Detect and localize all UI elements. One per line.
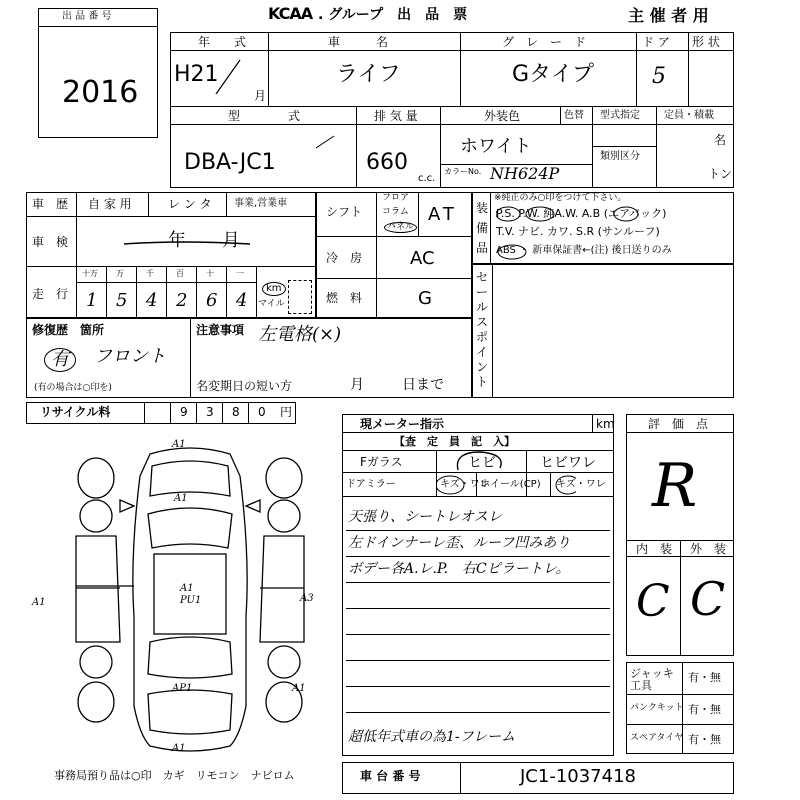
mileage-digit-2: 4 xyxy=(146,290,158,311)
classification-label: 類別区分 xyxy=(600,151,640,162)
sales-point-block xyxy=(472,264,734,398)
diagram-mark-bottom: A1 xyxy=(172,743,186,754)
interior-label: 内 装 xyxy=(636,542,673,556)
organizer-label: 主 催 者 用 xyxy=(628,6,709,25)
year-value: H21 xyxy=(174,62,219,87)
shape-label: 形 状 xyxy=(692,35,720,49)
evaluation-score: R xyxy=(652,451,698,521)
fuel-label: 燃 料 xyxy=(326,291,363,305)
color-value: ホワイト xyxy=(460,136,532,157)
exterior-grade: C xyxy=(690,572,726,626)
wheel-option: キズ・ワレ xyxy=(556,479,606,490)
year-slash xyxy=(210,58,250,98)
accessory-jack-label: ジャッキ工具 xyxy=(630,667,674,692)
repair-label: 修復歴 箇所 xyxy=(32,323,105,337)
diagram-mark-right-rear: A1 xyxy=(292,683,306,694)
mileage-digit-3: 2 xyxy=(176,290,188,311)
mileage-digit-4: 6 xyxy=(206,290,218,311)
mileage-unit-mile: マイル xyxy=(258,299,285,309)
name-label: 車 名 xyxy=(328,35,389,49)
exterior-label: 外 装 xyxy=(690,542,727,556)
diagram-mark-left: A1 xyxy=(32,597,46,608)
grade-label: グ レ ー ド xyxy=(502,35,587,49)
glass-label: Fガラス xyxy=(360,455,403,469)
shift-floor: フロア xyxy=(382,193,410,203)
glass-option-chip: ヒビ xyxy=(468,455,496,471)
cc-unit: c.c. xyxy=(418,173,436,184)
type-designation-label: 型式指定 xyxy=(600,110,640,121)
chassis-label: 車 台 番 号 xyxy=(360,769,421,783)
mileage-label: 走 行 xyxy=(32,287,69,301)
lot-number: 2016 xyxy=(62,75,139,110)
model-label: 型 式 xyxy=(228,109,301,123)
mileage-digit-label-100k: 十万 xyxy=(82,269,98,278)
lot-label: 出 品 番 号 xyxy=(62,11,112,22)
capacity-label: 定員・積載 xyxy=(664,110,714,121)
shift-panel: パネル xyxy=(384,222,417,233)
model-value: DBA-JC1 xyxy=(184,150,276,175)
inspection-note-2: ボデー各A.レ.P. 右Cピラートレ。 xyxy=(348,561,570,577)
office-note: 事務局預り品は○印 カギ リモコン ナビロム xyxy=(54,769,295,782)
doors-value: 5 xyxy=(652,64,666,89)
exterior-label: 外装色 xyxy=(484,109,521,123)
glass-circle xyxy=(450,448,510,476)
color-no-label: 色替 xyxy=(564,110,584,121)
mileage-digit-0: 1 xyxy=(86,290,98,311)
capacity-unit-ton: トン xyxy=(708,167,733,181)
logo: KCAA xyxy=(268,4,313,23)
inspection-value: 年 月 xyxy=(168,230,240,251)
interior-grade: C xyxy=(636,576,670,627)
recycle-label: リサイクル料 xyxy=(40,405,111,419)
meter-label: 現メーター指示 xyxy=(360,417,445,431)
month-unit: 月 xyxy=(254,89,267,103)
equipment-note: ※純正のみ○印をつけて下さい。 xyxy=(494,193,627,203)
diagram-mark-roof: PU1 xyxy=(180,595,202,606)
grade-value: Gタイプ xyxy=(512,62,594,87)
doors-label: ド ア xyxy=(642,35,670,49)
chassis-value: JC1-1037418 xyxy=(520,766,636,787)
year-label: 年 式 xyxy=(198,35,247,49)
inspection-label: 車 検 xyxy=(32,235,69,249)
repair-value-text: フロント xyxy=(94,346,166,367)
recycle-digit-3: 8 xyxy=(232,405,240,419)
notes-value: 左電格(×) xyxy=(258,324,342,345)
mileage-digit-label-1: 一 xyxy=(236,269,244,278)
color-code-label: カラーNo. xyxy=(444,167,482,176)
diagram-mark-rear: AP1 xyxy=(172,683,193,694)
displacement-value: 660 xyxy=(366,150,408,175)
accessory-puncture-label: パンクキット xyxy=(630,703,684,713)
group-title: . グループ 出 品 票 xyxy=(318,7,468,23)
displacement-label: 排 気 量 xyxy=(374,109,418,123)
recycle-unit: 円 xyxy=(280,405,293,419)
mirror-option: キズ・ワレ xyxy=(440,479,490,490)
accessory-puncture-value: 有・無 xyxy=(688,703,721,716)
mileage-digit-5: 4 xyxy=(236,290,248,311)
shift-column: コラム xyxy=(382,207,409,217)
inspection-strike xyxy=(120,236,260,252)
repair-value-circle: 有 xyxy=(44,348,76,372)
mileage-digit-label-10: 十 xyxy=(206,269,214,278)
mileage-digit-1: 5 xyxy=(116,290,128,311)
mileage-digit-label-100: 百 xyxy=(176,269,184,278)
aircon-label: 冷 房 xyxy=(326,251,363,265)
inspection-note-1: 左ドインナーレ歪、ルーフ凹みあり xyxy=(348,535,571,551)
mileage-digit-label-10k: 万 xyxy=(116,269,124,278)
lot-box xyxy=(38,8,158,138)
history-option-private: 自 家 用 xyxy=(88,197,132,211)
shift-value: AT xyxy=(428,204,458,225)
model-tick xyxy=(312,132,342,152)
recycle-digit-1: 9 xyxy=(180,405,188,419)
color-code-value: NH624P xyxy=(490,164,560,183)
diagram-mark-top: A1 xyxy=(172,439,186,450)
equipment-line1: P.S. P.W. 純A.W. A.B (エアバック) xyxy=(496,207,667,220)
accessory-spare-value: 有・無 xyxy=(688,733,721,746)
name-value: ライフ xyxy=(336,62,401,87)
inspector-header: 【査 定 員 記 入】 xyxy=(394,435,515,448)
mileage-unit-km: km xyxy=(262,282,286,296)
evaluation-label: 評 価 点 xyxy=(648,417,709,431)
meter-unit: km xyxy=(596,417,615,431)
history-option-business: 事業,営業車 xyxy=(234,198,288,209)
diagram-mark-roof2: A1 xyxy=(180,583,194,594)
history-option-rental: レ ン タ xyxy=(168,197,212,211)
deadline-day: 日まで xyxy=(402,377,444,393)
deadline-month: 月 xyxy=(350,377,364,393)
capacity-unit-person: 名 xyxy=(714,133,727,147)
inspection-note-7: 超低年式車の為1-フレーム xyxy=(348,729,516,745)
accessory-spare-label: スペアタイヤ xyxy=(630,733,684,743)
repair-note: (有の場合は○印を) xyxy=(34,383,112,393)
equipment-line2: T.V. ナビ. カワ. S.R (サンルーフ) xyxy=(496,225,660,238)
mirror-label: ドアミラー xyxy=(346,479,396,490)
recycle-digit-2: 3 xyxy=(206,405,214,419)
accessory-jack-value: 有・無 xyxy=(688,671,721,684)
wheel-label: ホイール(CP) xyxy=(480,479,541,490)
equipment-circles xyxy=(496,204,736,264)
aircon-value: AC xyxy=(410,248,435,269)
deadline-label: 名変期日の短い方 xyxy=(196,379,293,393)
sales-point-label: セールスポイント xyxy=(476,270,489,389)
shift-label: シフト xyxy=(326,205,363,219)
mirror-wheel-circles xyxy=(436,474,576,496)
equipment-line3: ABS ・ 新車保証書←(注) 後日送りのみ xyxy=(496,245,672,256)
inspection-note-0: 天張り、シートレオスレ xyxy=(348,509,502,525)
notes-label: 注意事項 xyxy=(196,323,245,337)
diagram-mark-right: A3 xyxy=(300,593,314,604)
history-label: 車 歴 xyxy=(32,197,69,211)
recycle-digit-4: 0 xyxy=(258,405,266,419)
diagram-mark-hood: A1 xyxy=(174,493,188,504)
equipment-label: 装 備 品 xyxy=(476,201,501,255)
glass-option-crack: ヒビワレ xyxy=(540,455,596,471)
mileage-digit-label-1k: 千 xyxy=(146,269,154,278)
mileage-box xyxy=(288,280,312,314)
fuel-value: G xyxy=(418,288,432,309)
